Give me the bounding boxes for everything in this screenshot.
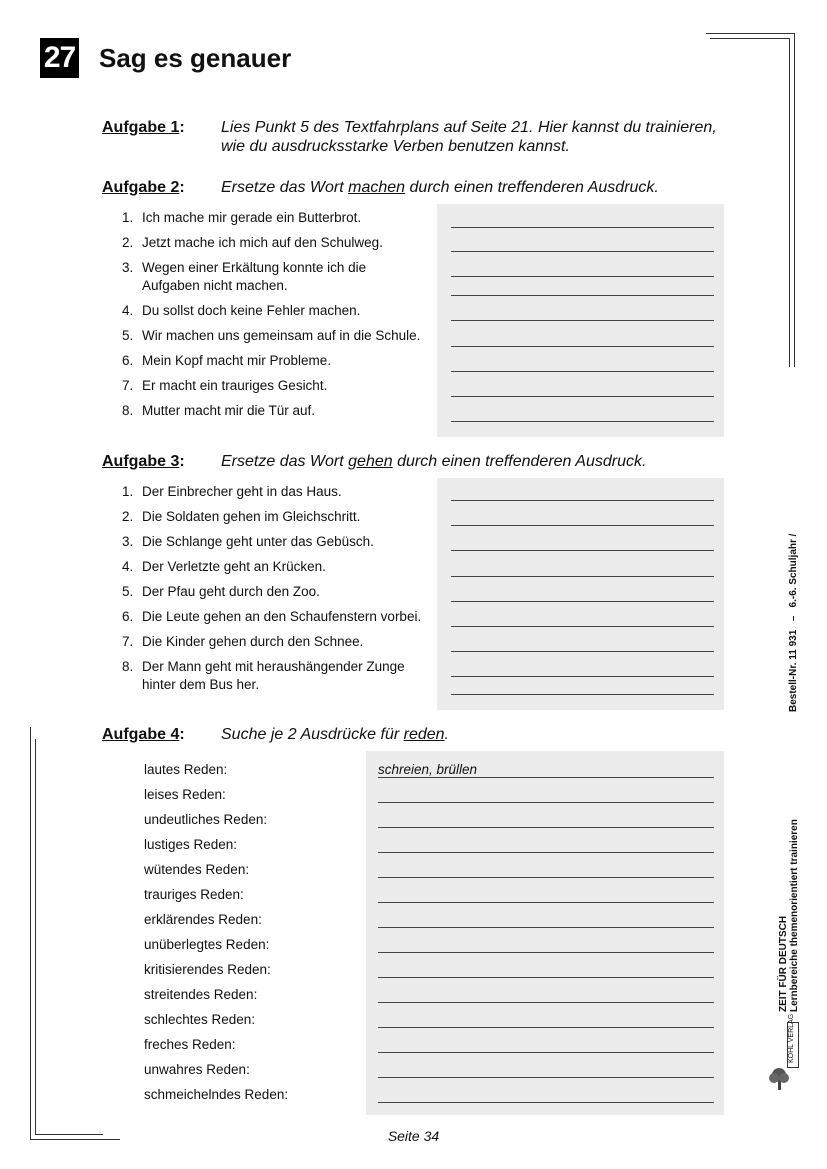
speech-type-label: freches Reden: (144, 1037, 236, 1052)
list-item (122, 583, 320, 601)
item-number: 8. (122, 403, 134, 418)
task-3-label: Aufgabe 3: (102, 453, 185, 470)
answer-line[interactable] (451, 676, 714, 677)
answer-line[interactable] (451, 601, 714, 602)
answer-line[interactable] (378, 952, 714, 953)
item-text: Mein Kopf macht mir Probleme. (142, 353, 332, 368)
item-number: 6. (122, 353, 134, 368)
answer-line[interactable] (378, 1052, 714, 1053)
item-text: Er macht ein trauriges Gesicht. (142, 378, 328, 393)
list-item (122, 352, 331, 370)
frame-line (35, 739, 36, 1135)
answer-line[interactable] (378, 977, 714, 978)
list-item (122, 259, 366, 295)
side-order-number: Bestell-Nr. 11 931 – 6.-6. Schuljahr / (788, 533, 799, 712)
item-text: Jetzt mache ich mich auf den Schulweg. (142, 235, 383, 250)
answer-line[interactable] (378, 927, 714, 928)
answer-line[interactable] (378, 902, 714, 903)
item-number: 2. (122, 235, 134, 250)
item-text-continued: hinter dem Bus her. (142, 677, 260, 692)
list-item (122, 658, 405, 694)
answer-area (366, 751, 724, 1115)
list-item (122, 209, 361, 227)
frame-line (789, 38, 790, 367)
item-text: Der Verletzte geht an Krücken. (142, 559, 326, 574)
publisher-logo-text: KOHL VERLAG (788, 1013, 795, 1063)
item-number: 5. (122, 584, 134, 599)
item-text: Die Soldaten gehen im Gleichschritt. (142, 509, 361, 524)
answer-line[interactable] (378, 877, 714, 878)
speech-type-label: lustiges Reden: (144, 837, 238, 852)
item-number: 7. (122, 634, 134, 649)
item-number: 2. (122, 509, 134, 524)
frame-line (706, 33, 795, 34)
answer-line[interactable] (378, 1077, 714, 1078)
item-text: Du sollst doch keine Fehler machen. (142, 303, 361, 318)
answer-line[interactable] (378, 1102, 714, 1103)
answer-line[interactable] (451, 371, 714, 372)
answer-line[interactable] (451, 626, 714, 627)
task-4-instruction: Suche je 2 Ausdrücke für reden. (221, 726, 449, 743)
task-4-label: Aufgabe 4: (102, 726, 185, 743)
answer-line[interactable] (378, 827, 714, 828)
side-series-subtitle: Lernbereiche themenorientiert trainieren (789, 819, 800, 1012)
frame-line (794, 33, 795, 367)
speech-type-label: trauriges Reden: (144, 887, 244, 902)
speech-type-label: leises Reden: (144, 787, 226, 802)
answer-line[interactable] (451, 295, 714, 296)
list-item (122, 533, 374, 551)
answer-line[interactable] (451, 576, 714, 577)
page-title: Sag es genauer (99, 43, 292, 73)
task-1-text-line2: wie du ausdrucksstarke Verben benutzen kannst. (221, 138, 570, 155)
item-number: 7. (122, 378, 134, 393)
speech-type-label: undeutliches Reden: (144, 812, 268, 827)
answer-line[interactable] (451, 276, 714, 277)
item-number: 1. (122, 484, 134, 499)
side-series-title: ZEIT FÜR DEUTSCH (778, 915, 789, 1012)
task-1-label: Aufgabe 1: (102, 119, 185, 136)
item-text-continued: Aufgaben nicht machen. (142, 278, 288, 293)
answer-line[interactable] (451, 346, 714, 347)
task-3-instruction: Ersetze das Wort gehen durch einen treffenderen Ausdruck. (221, 453, 647, 470)
frame-line (30, 727, 31, 1139)
answer-line[interactable] (451, 694, 714, 695)
task-2-instruction: Ersetze das Wort machen durch einen treffenderen Ausdruck. (221, 179, 659, 196)
speech-type-label: schmeichelndes Reden: (144, 1087, 289, 1102)
answer-line[interactable] (451, 227, 714, 228)
item-number: 1. (122, 210, 134, 225)
item-number: 8. (122, 659, 134, 674)
list-item (122, 483, 342, 501)
item-number: 4. (122, 303, 134, 318)
list-item (122, 608, 421, 626)
speech-type-label: kritisierendes Reden: (144, 962, 271, 977)
list-item (122, 558, 326, 576)
item-number: 6. (122, 609, 134, 624)
example-answer: schreien, brüllen (378, 762, 478, 777)
speech-type-label: lautes Reden: (144, 762, 228, 777)
task-1-text-line1: Lies Punkt 5 des Textfahrplans auf Seite 21. Hier kannst du trainieren, (221, 119, 717, 136)
answer-line[interactable] (378, 852, 714, 853)
answer-line[interactable] (378, 1002, 714, 1003)
answer-line[interactable] (451, 396, 714, 397)
item-text: Die Kinder gehen durch den Schnee. (142, 634, 364, 649)
item-text: Der Pfau geht durch den Zoo. (142, 584, 320, 599)
list-item (122, 508, 360, 526)
page-number-badge: 27 (40, 38, 79, 78)
list-item (122, 633, 363, 651)
list-item (122, 234, 383, 252)
answer-line[interactable] (378, 777, 714, 778)
item-text: Der Einbrecher geht in das Haus. (142, 484, 342, 499)
answer-line[interactable] (378, 1027, 714, 1028)
list-item (122, 302, 360, 320)
item-number: 5. (122, 328, 134, 343)
item-text: Die Leute gehen an den Schaufenstern vorbei. (142, 609, 422, 624)
tree-icon (768, 1066, 790, 1092)
item-text: Wegen einer Erkältung konnte ich die (142, 260, 367, 275)
item-text: Mutter macht mir die Tür auf. (142, 403, 316, 418)
answer-line[interactable] (451, 500, 714, 501)
item-text: Wir machen uns gemeinsam auf in die Schule. (142, 328, 421, 343)
item-number: 3. (122, 534, 134, 549)
answer-line[interactable] (451, 320, 714, 321)
item-number: 3. (122, 260, 134, 275)
answer-line[interactable] (451, 651, 714, 652)
speech-type-label: schlechtes Reden: (144, 1012, 256, 1027)
speech-type-label: wütendes Reden: (144, 862, 250, 877)
item-number: 4. (122, 559, 134, 574)
item-text: Ich mache mir gerade ein Butterbrot. (142, 210, 362, 225)
answer-line[interactable] (378, 802, 714, 803)
list-item (122, 377, 327, 395)
answer-line[interactable] (451, 550, 714, 551)
frame-line (710, 38, 790, 39)
answer-line[interactable] (451, 525, 714, 526)
item-text: Die Schlange geht unter das Gebüsch. (142, 534, 374, 549)
answer-line[interactable] (451, 251, 714, 252)
list-item (122, 327, 420, 345)
item-text: Der Mann geht mit heraushängender Zunge (142, 659, 405, 674)
speech-type-label: streitendes Reden: (144, 987, 258, 1002)
page-footer: Seite 34 (387, 1128, 440, 1144)
speech-type-label: erklärendes Reden: (144, 912, 262, 927)
answer-line[interactable] (451, 421, 714, 422)
list-item (122, 402, 315, 420)
speech-type-label: unüberlegtes Reden: (144, 937, 270, 952)
speech-type-label: unwahres Reden: (144, 1062, 250, 1077)
task-2-label: Aufgabe 2: (102, 179, 185, 196)
